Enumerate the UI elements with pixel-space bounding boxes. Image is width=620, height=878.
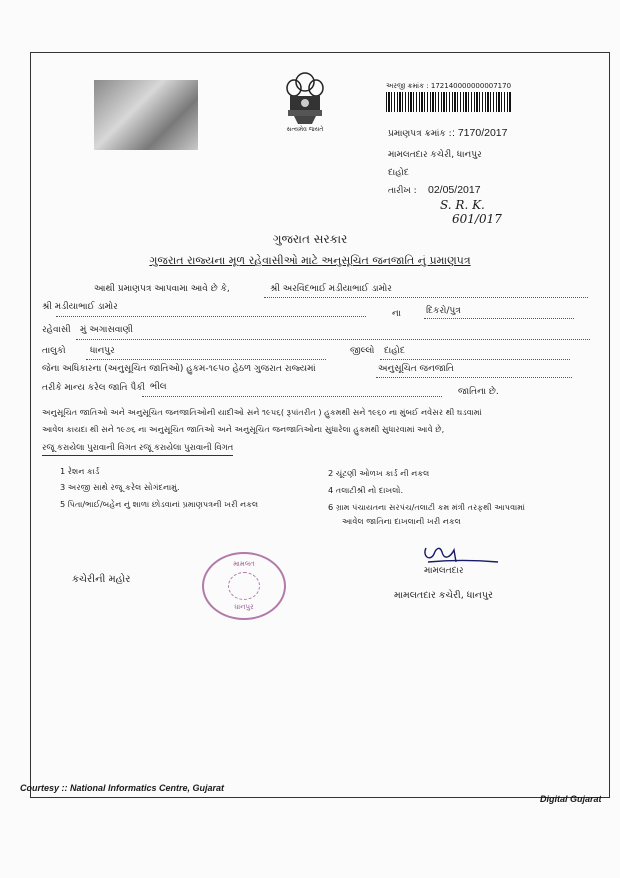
- cert-no-label: પ્રમાણપત્ર ક્રમાંક :: [388, 129, 452, 139]
- seal-emblem-icon: [228, 572, 260, 600]
- line2-underline: [56, 316, 366, 317]
- line5-underline: [376, 377, 572, 378]
- barcode: [386, 92, 511, 112]
- caste-value: ભીલ: [150, 382, 167, 392]
- brand-text: Digital Gujarat: [540, 794, 602, 804]
- line4-underline: [86, 359, 326, 360]
- office-seal: [202, 552, 286, 620]
- issue-date: 02/05/2017: [428, 184, 481, 196]
- document-item-6b: આવેલ જાતિના દાખલાની ખરી નકલ: [342, 516, 461, 526]
- line1-prefix: આથી પ્રમાણપત્ર આપવામા આવે છે કે,: [94, 284, 230, 294]
- document-item-4: 4 તલાટીશ્રી નો દાખલો.: [328, 485, 404, 495]
- emblem-caption: સત્યમેવ જયતે: [286, 126, 324, 133]
- district-name: દાહોદ: [388, 168, 409, 178]
- date-label: તારીખ :: [388, 186, 417, 196]
- office-seal-label: કચેરીની મહોર: [72, 574, 131, 585]
- state-emblem-icon: [280, 70, 330, 132]
- line6-underline: [142, 396, 442, 397]
- line1-underline: [264, 297, 588, 298]
- line3-underline: [76, 339, 590, 340]
- seal-bottom-text: ધાનપુર: [234, 603, 254, 611]
- order-text: જેના અધિકારના (અનુસૂચિત જાતિઓ) હુકમ-૧૯૫૦ હેઠળ ગુજરાત રાજ્યમાં: [42, 364, 316, 374]
- document-item-1: 1 રેશન કાર્ડ: [60, 466, 100, 476]
- taluka-label: તાલુકો: [42, 346, 66, 356]
- relation: દિકરો/પુત્ર: [426, 306, 461, 316]
- residence-value: મું અગાસવાણી: [80, 325, 134, 335]
- document-item-5: 5 પિતા/ભાઈ/બહેન નું શાળા છોડવાનાં પ્રમાણપત્રની ખરી નકલ: [60, 499, 259, 509]
- father-name: શ્રી મડીયાભાઈ ડામોર: [42, 302, 118, 312]
- certificate-title: ગુજરાત રાજ્યના મૂળ રહેવાસીઓ માટે અનુસૂચિત જનજાતિ નું પ્રમાણપત્ર: [149, 254, 471, 267]
- line4b-underline: [380, 359, 570, 360]
- handwritten-note-2: 601/017: [452, 212, 502, 226]
- legal-para-1: અનુસૂચિત જાતિઓ અને અનુસૂચિત જનજાતિઓની યાદીઓ સને ૧૯૫૬( રૂપાંતરીત ) હુકમથી સને ૧૯૬૦ ના મુંબઈ નવેસર થી ઘડવામાં: [42, 407, 482, 417]
- document-item-3: 3 અરજી સાથે રજૂ કરેલ સોગંદનામું.: [60, 482, 180, 492]
- government-title: ગુજરાત સરકાર: [272, 232, 348, 246]
- district-label: જીલ્લો: [350, 346, 375, 356]
- document-item-6: 6 ગ્રામ પંચાયતના સરપંચ/તલાટી કમ મંત્રી તરફથી આપવામાં: [328, 502, 525, 512]
- signatory-office: મામલતદાર કચેરી, ધાનપુર: [394, 590, 493, 601]
- courtesy-text: Courtesy :: National Informatics Centre, Gujarat: [20, 783, 225, 793]
- application-number: અરજી ક્રમાંક : 172140000000007170: [386, 82, 512, 90]
- handwritten-note-1: S. R. K.: [440, 198, 485, 212]
- tribe-category: અનુસૂચિત જનજાતિ: [378, 364, 454, 374]
- document-item-2: 2 ચૂંટણી ઓળખ કાર્ડ ની નકલ: [328, 468, 430, 478]
- seal-top-text: મામલત: [233, 560, 255, 568]
- applicant-photo: [94, 80, 198, 150]
- line2b-underline: [424, 318, 574, 319]
- office-name: મામલતદાર કચેરી, ધાનપુર: [388, 150, 482, 160]
- legal-para-2: આવેલ કાયદા થી સને ૧૯૭૬ ના અનુસૂચિત જાતિઓ અને અનુસૂચિત જનજાતિઓના સુધારેલા હુકમથી સુધારવામાં આવે છે,: [42, 424, 445, 434]
- residence-label: રહેવાસી: [42, 325, 71, 335]
- caste-suffix: જાતિના છે.: [458, 387, 499, 397]
- documents-heading: રજૂ કરાયેલા પુરાવાની વિગત રજૂ કરાયેલા પુરાવાની વિગત: [42, 442, 233, 456]
- taluka-value: ધાનપુર: [90, 346, 115, 356]
- applicant-name: શ્રી અરવિંદભાઈ મડીયાભાઈ ડામોર: [270, 284, 392, 294]
- caste-label: તરીકે માન્ય કરેલ જાતિ પૈકી: [42, 383, 146, 393]
- line2-na: ના: [392, 309, 401, 319]
- signature-label: મામલતદાર: [424, 566, 464, 576]
- district-value: દાહોદ: [384, 346, 405, 356]
- cert-no: : 7170/2017: [452, 127, 508, 139]
